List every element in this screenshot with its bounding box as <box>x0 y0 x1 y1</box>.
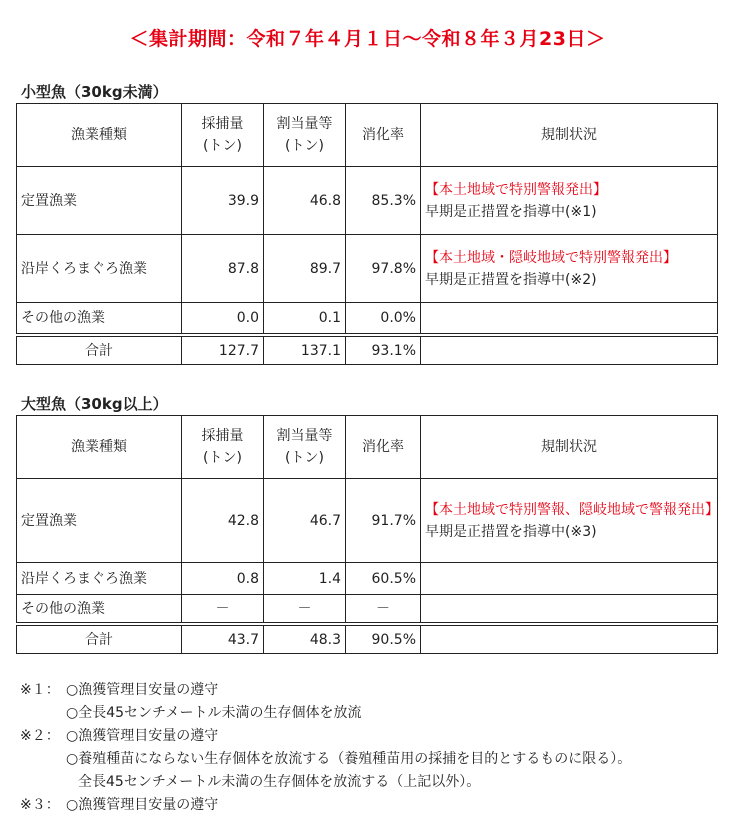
total-catch: 43.7 <box>182 626 264 654</box>
regulation-status <box>421 303 718 334</box>
header-quota: 割当量等 (トン) <box>264 416 346 479</box>
catch-value: － <box>182 595 264 623</box>
header-row <box>17 416 718 479</box>
rate-value: － <box>346 595 421 623</box>
header-catch: 採捕量 (トン) <box>182 416 264 479</box>
catch-value: 42.8 <box>182 479 264 563</box>
total-catch: 127.7 <box>182 337 264 365</box>
footnote-mark: ※３： <box>20 797 60 813</box>
footnote-1-line-2: ○全長45センチメートル未満の生存個体を放流 <box>66 705 362 721</box>
table-row <box>17 479 718 563</box>
period-heading: ＜集計期間：令和７年４月１日～令和８年３月23日＞ <box>129 28 606 50</box>
catch-value: 0.8 <box>182 563 264 595</box>
footnote-1 <box>20 679 631 702</box>
table-row <box>17 595 718 623</box>
header-regulation: 規制状況 <box>421 104 718 167</box>
rate-value: 60.5% <box>346 563 421 595</box>
total-rate: 93.1% <box>346 337 421 365</box>
total-rate: 90.5% <box>346 626 421 654</box>
footnote-mark: ※２： <box>20 728 60 744</box>
guidance-text: 早期是正措置を指導中(※2) <box>425 271 597 288</box>
rate-value: 97.8% <box>346 235 421 303</box>
table-row <box>17 303 718 334</box>
fishery-name: 沿岸くろまぐろ漁業 <box>17 235 182 303</box>
quota-value: 46.8 <box>264 167 346 235</box>
total-quota: 48.3 <box>264 626 346 654</box>
header-quota: 割当量等 (トン) <box>264 104 346 167</box>
fishery-name: 定置漁業 <box>17 167 182 235</box>
header-catch: 採捕量 (トン) <box>182 104 264 167</box>
large-fish-title: 大型魚（30kg以上） <box>21 395 168 413</box>
alert-text: 【本土地域で特別警報発出】 <box>425 181 607 198</box>
header-regulation: 規制状況 <box>421 416 718 479</box>
catch-value: 0.0 <box>182 303 264 334</box>
total-row <box>17 626 718 654</box>
alert-text: 【本土地域で特別警報、隠岐地域で警報発出】 <box>425 501 719 518</box>
regulation-status <box>421 235 718 303</box>
regulation-status <box>421 563 718 595</box>
footnote-2 <box>20 725 631 748</box>
rate-value: 91.7% <box>346 479 421 563</box>
footnote-3 <box>20 794 631 817</box>
fishery-name: 沿岸くろまぐろ漁業 <box>17 563 182 595</box>
large-fish-table <box>16 415 718 654</box>
footnote-line: ○漁獲管理目安量の遵守 <box>66 682 219 698</box>
catch-value: 87.8 <box>182 235 264 303</box>
header-row <box>17 104 718 167</box>
total-regulation <box>421 337 718 365</box>
fishery-name: その他の漁業 <box>17 303 182 334</box>
guidance-text: 早期是正措置を指導中(※1) <box>425 203 597 220</box>
quota-value: － <box>264 595 346 623</box>
footnote-line: ○漁獲管理目安量の遵守 <box>66 797 219 813</box>
regulation-status <box>421 167 718 235</box>
footnote-2-line-2: ○養殖種苗にならない生存個体を放流する（養殖種苗用の採捕を目的とするものに限る）。 <box>66 751 632 767</box>
rate-value: 85.3% <box>346 167 421 235</box>
header-type: 漁業種類 <box>17 104 182 167</box>
total-row <box>17 337 718 365</box>
table-row <box>17 167 718 235</box>
fishery-name: 定置漁業 <box>17 479 182 563</box>
total-label: 合計 <box>17 626 182 654</box>
quota-value: 1.4 <box>264 563 346 595</box>
quota-value: 0.1 <box>264 303 346 334</box>
footnote-mark: ※１： <box>20 682 60 698</box>
fishery-name: その他の漁業 <box>17 595 182 623</box>
regulation-status <box>421 595 718 623</box>
total-quota: 137.1 <box>264 337 346 365</box>
total-regulation <box>421 626 718 654</box>
quota-value: 46.7 <box>264 479 346 563</box>
total-label: 合計 <box>17 337 182 365</box>
rate-value: 0.0% <box>346 303 421 334</box>
footnotes <box>20 679 631 817</box>
table-row <box>17 563 718 595</box>
header-rate: 消化率 <box>346 104 421 167</box>
regulation-status <box>421 479 718 563</box>
header-rate: 消化率 <box>346 416 421 479</box>
quota-value: 89.7 <box>264 235 346 303</box>
catch-value: 39.9 <box>182 167 264 235</box>
alert-text: 【本土地域・隠岐地域で特別警報発出】 <box>425 249 677 266</box>
guidance-text: 早期是正措置を指導中(※3) <box>425 523 597 540</box>
small-fish-title: 小型魚（30kg未満） <box>21 83 168 101</box>
small-fish-table <box>16 103 718 365</box>
footnote-2-line-3: 全長45センチメートル未満の生存個体を放流する（上記以外）。 <box>78 774 481 790</box>
table-row <box>17 235 718 303</box>
header-type: 漁業種類 <box>17 416 182 479</box>
footnote-line: ○漁獲管理目安量の遵守 <box>66 728 219 744</box>
